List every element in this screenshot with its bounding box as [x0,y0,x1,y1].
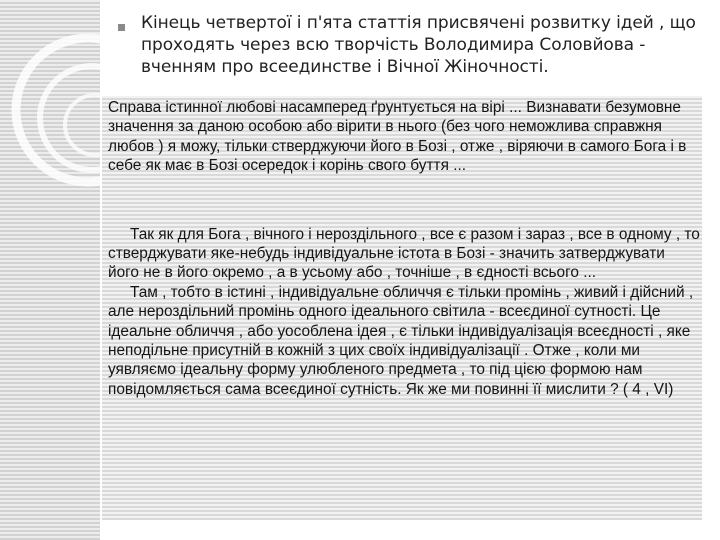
bullet-point [118,12,708,78]
decorative-circles-graphic [0,0,100,250]
square-bullet-icon [118,24,125,31]
quote-paragraph-1: Справа істинної любові насамперед ґрунтується на вірі ... Визнавати безумовне значення за даною особою або вірити в нього (без чого неможлива справжня любов ) я можу, тільки стверджуючи його в Бозі , отже , віряючи в самого Бога і в себе як має в Бозі осередок і корінь свого буття ... [108,99,687,175]
paragraph-spacer [108,176,700,225]
bullet-text: Кінець четвертої і п'ята статтія присвячені розвитку ідей , що проходять через всю творчість Володимира Соловйова - вченням про всеединстве і Вічної Жіночності. [141,13,696,77]
quote-block [108,98,700,399]
quote-paragraph-2: Так як для Бога , вічного і нероздільного , все є разом і зараз , все в одному , то стверджувати яке-небудь індивідуальне істота в Бозі - значить затверджувати його не в його окремо , а в усьому або , точніше , в єдності всього ... [108,225,700,282]
quote-paragraph-3: Там , тобто в істині , індивідуальне обличчя є тільки промінь , живий і дійсний , але нероздільний промінь одного ідеального світила - всеєдиної сутності. Це ідеальне обличчя , або уособлена ідея , є тільки індивідуалізація всеєдності , яке неподільне присутній в кожній з цих своїх індивідуалізації . Отже , коли ми уявляємо ідеальну форму улюбленого предмета , то під цією формою нам повідомляється сама всеєдиної сутність. Як же ми повинні її мислити ? ( 4 , VI) [108,283,694,398]
